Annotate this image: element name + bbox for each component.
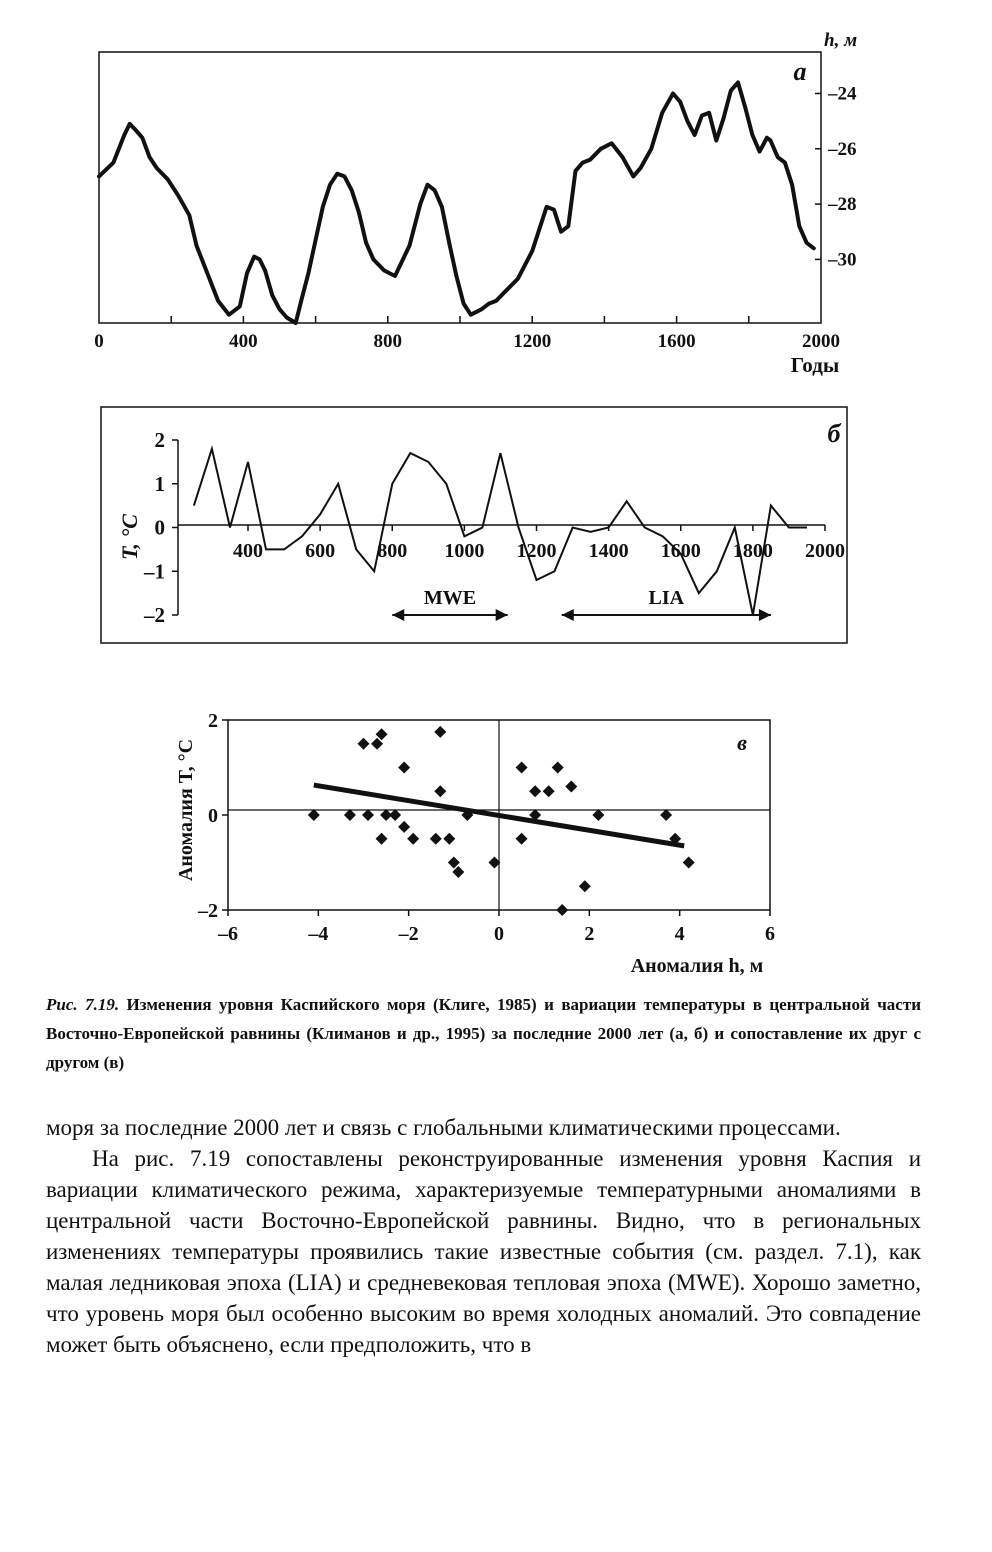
panel-label-b: б: [827, 419, 841, 448]
panel-label-a: а: [793, 57, 807, 86]
x-axis-label: Аномалия h, м: [630, 955, 764, 977]
y-tick-label: 2: [208, 710, 218, 732]
temperature-line: [194, 449, 807, 615]
x-tick-marks: [171, 316, 749, 323]
x-tick-label: 400: [233, 540, 263, 562]
x-tick-label: 800: [377, 540, 408, 562]
epoch-annotations: [392, 587, 771, 621]
y-tick-label: –2: [144, 603, 165, 627]
epoch-arrowhead-left: [562, 609, 574, 621]
y-axis-label: T, °C: [117, 514, 142, 560]
x-tick-label: 0: [94, 331, 104, 352]
x-tick-label: 0: [494, 923, 504, 945]
body-text: [46, 1112, 921, 1360]
x-tick-label: 1800: [732, 540, 773, 562]
x-tick-label: 1400: [588, 540, 629, 562]
x-tick-label: –4: [308, 923, 329, 945]
scatter-point: [308, 809, 320, 821]
y-tick-label: –30: [828, 249, 857, 271]
scatter-point: [398, 762, 410, 774]
scatter-point: [516, 833, 528, 845]
panel-label-c: в: [737, 730, 747, 755]
y-tick-marks: [815, 93, 821, 259]
scatter-point: [565, 781, 577, 793]
x-ticks: [248, 525, 825, 531]
epoch-arrowhead-left: [392, 609, 404, 621]
scatter-point: [362, 809, 374, 821]
x-tick-label: 1200: [516, 540, 557, 562]
scatter-point: [358, 738, 370, 750]
y-tick-label: –26: [828, 138, 857, 160]
scatter-point: [529, 785, 541, 797]
scatter-point: [543, 785, 555, 797]
scatter-point: [592, 809, 604, 821]
caspian-level-chart: [0, 0, 992, 390]
scatter-point: [434, 726, 446, 738]
x-tick-label: 2: [584, 923, 595, 945]
scatter-point: [552, 762, 564, 774]
scatter-point: [443, 833, 455, 845]
x-axis-label: Годы: [790, 353, 840, 377]
scatter-point: [660, 809, 672, 821]
x-tick-label: 1000: [444, 540, 485, 562]
figure-label: Рис. 7.19.: [46, 995, 120, 1014]
scatter-point: [344, 809, 356, 821]
x-tick-label: 4: [674, 923, 685, 945]
y-axis-label: Аномалия T, °C: [175, 738, 197, 882]
scatter-point: [579, 880, 591, 892]
x-tick-label: –2: [398, 923, 419, 945]
x-tick-label: 2000: [805, 540, 845, 562]
x-tick-label: –6: [218, 923, 238, 945]
epoch-arrowhead-right: [496, 609, 508, 621]
scatter-point: [407, 833, 419, 845]
sea-level-line: [99, 82, 814, 323]
x-tick-label: 1600: [660, 540, 701, 562]
scatter-point: [430, 833, 442, 845]
scatter-chart: [0, 690, 992, 980]
scatter-points: [308, 726, 695, 916]
y-ticks: [222, 720, 228, 910]
y-tick-label: –2: [198, 900, 218, 922]
x-tick-label: 800: [373, 331, 403, 352]
y-tick-label: –1: [144, 559, 165, 584]
x-tick-label: 2000: [802, 331, 840, 352]
y-tick-label: 2: [154, 428, 165, 452]
paragraph: На рис. 7.19 сопоставлены реконструированные изменения уровня Каспия и вариации климатического режима, характеризуемые температурными аномалиями в центральной части Восточно-Европейской равнины. Видно, что в региональных изменениях температуры проявились такие известные события (см. раздел. 7.1), как малая ледниковая эпоха (LIA) и средневековая тепловая эпоха (MWE). Хорошо заметно, что уровень моря был особенно высоким во время холодных аномалий. Это совпадение может быть объяснено, если предположить, что в: [46, 1146, 921, 1357]
scatter-point: [516, 762, 528, 774]
x-tick-label: 6: [765, 923, 775, 945]
scatter-point: [556, 904, 568, 916]
figure-caption: [46, 990, 921, 1077]
scatter-point: [389, 809, 401, 821]
epoch-label: LIA: [648, 587, 685, 609]
scatter-point: [376, 833, 388, 845]
x-tick-label: 600: [305, 540, 336, 562]
paragraph: моря за последние 2000 лет и связь с глобальными климатическими процессами.: [46, 1115, 841, 1140]
y-tick-label: –24: [828, 83, 857, 105]
x-tick-label: 1600: [657, 331, 696, 352]
epoch-arrowhead-right: [759, 609, 771, 621]
caption-text: Изменения уровня Каспийского моря (Клиге, 1985) и вариации температуры в центральной части Восточно-Европейской равнины (Климанов и др., 1995) за последние 2000 лет (а, б) и сопоставление их друг с другом (в): [46, 995, 921, 1072]
y-axis-label: h, м: [824, 30, 858, 51]
y-ticks: [172, 440, 178, 615]
y-tick-label: 0: [208, 805, 218, 827]
epoch-label: MWE: [423, 587, 477, 609]
scatter-point: [434, 785, 446, 797]
y-tick-label: 1: [154, 471, 165, 496]
x-ticks: [228, 910, 770, 916]
x-tick-label: 400: [229, 331, 258, 352]
scatter-point: [683, 857, 695, 869]
scatter-point: [398, 821, 410, 833]
temperature-chart: [0, 400, 992, 650]
y-tick-label: 0: [154, 515, 165, 540]
x-tick-label: 1200: [513, 331, 552, 352]
y-tick-label: –28: [828, 194, 857, 216]
